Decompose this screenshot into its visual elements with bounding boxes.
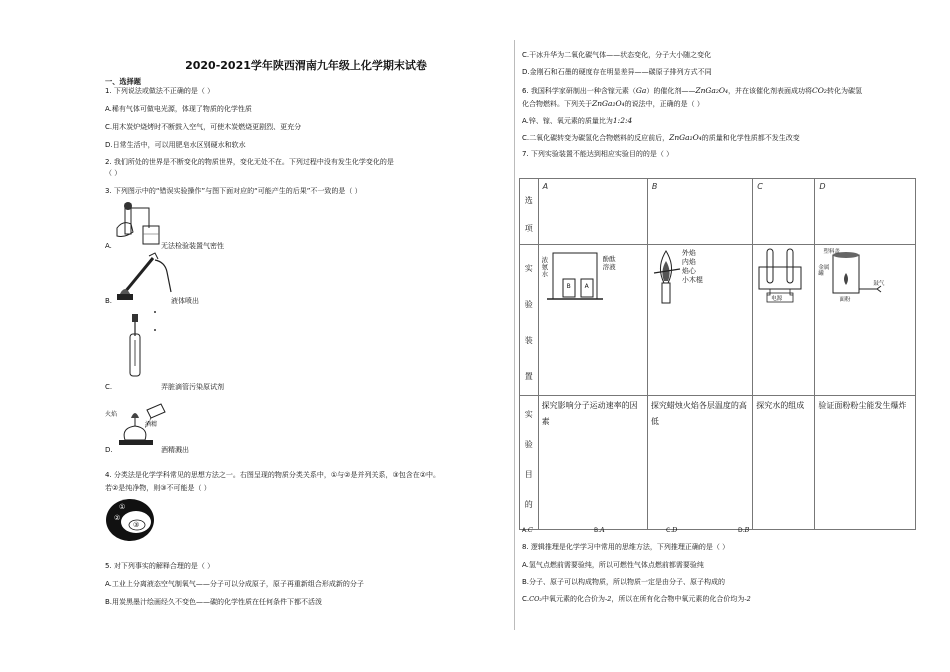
column-divider	[514, 40, 515, 630]
q1-option-a: A.稀有气体可做电光源，体现了物质的化学性质	[105, 105, 252, 113]
row-label-char: 实	[524, 264, 533, 273]
formula-zngao-2: ZnGa₂O₄	[592, 99, 625, 108]
answer-label: D.	[738, 527, 745, 534]
q4-line2: 若②是纯净物，则③不可能是（ ）	[105, 484, 211, 492]
q3-stem: 3. 下列图示中的“错误实验操作”与图下面对应的“可能产生的后果”不一致的是（ ）	[105, 187, 362, 195]
q2-line2: （ ）	[105, 169, 122, 177]
q6-text-5: 化合物燃料。下列关于	[522, 100, 592, 108]
q8-option-a: A.氢气点燃前需要验纯，所以可燃性气体点燃前都需要验纯	[522, 561, 704, 569]
q6-text-6: 的说法中，正确的是（ ）	[624, 100, 704, 108]
classification-diagram	[105, 497, 155, 543]
q1-option-d: D.日常生活中，可以用肥皂水区别硬水和软水	[105, 141, 246, 149]
lamp-label-alcohol: 酒精	[145, 421, 158, 428]
row-label-char: 项	[524, 224, 533, 233]
q2-line1: 2. 我们所处的世界是不断变化的物质世界，变化无处不在。下列过程中没有发生化学变化的是	[105, 158, 394, 166]
header-d: D	[815, 179, 916, 245]
q7-answer-c	[666, 526, 677, 535]
label-wooden-stick: 小木棍	[681, 276, 703, 284]
label-char: 浓	[541, 256, 549, 264]
q8-option-b: B.分子、原子可以构成物质，所以物质一定是由分子、原子构成的	[522, 578, 726, 586]
device-c-cell	[753, 245, 815, 396]
q6-line1	[522, 86, 862, 96]
row-label-char: 装	[524, 336, 533, 345]
device-a-cell	[538, 245, 647, 396]
answer-label: A.	[522, 527, 528, 534]
q4-line1: 4. 分类法是化学学科常见的思想方法之一。右图呈现的物质分类关系中，①与②是并列关系，③包含在②中。	[105, 471, 441, 479]
row-label-option	[520, 179, 539, 245]
row-label-purpose	[520, 396, 539, 530]
diagram-label-2: ②	[114, 514, 121, 522]
device-b-cell	[647, 245, 752, 396]
q6-text-3: ，并在该催化剂表面成功将	[728, 87, 813, 95]
q3-option-d-text: 酒精溅出	[161, 446, 189, 454]
q6-option-a-text: A.锌、镓、氧元素的质量比为	[522, 117, 613, 125]
label-line: 酚酞	[602, 255, 616, 263]
formula-zngao-3: ZnGa₂O₄	[669, 133, 702, 142]
row-label-char: 验	[524, 300, 533, 309]
diagram-label-1: ①	[119, 503, 126, 511]
q6-text-4: 转化为碳氢	[826, 87, 862, 95]
target-c: 探究水的组成	[753, 396, 815, 530]
label-metal-can: 金属罐	[818, 265, 830, 277]
airtight-check-figure	[115, 198, 170, 248]
q3-option-d: D.	[105, 446, 113, 454]
diffusion-apparatus-icon	[539, 247, 643, 307]
q7-stem: 7. 下列实验装置不能达到相应实验目的的是（ ）	[522, 150, 674, 158]
row-label-char: 实	[524, 410, 533, 419]
label-phenolphthalein	[603, 255, 616, 271]
q8-option-c	[522, 595, 751, 604]
target-d: 验证面粉粉尘能发生爆炸	[815, 396, 916, 530]
label-air-blow: 鼓气	[873, 281, 885, 287]
label-inner-flame: 内焰	[681, 258, 696, 266]
q7-answer-d	[738, 526, 749, 535]
mass-ratio: 1:2:4	[612, 116, 633, 125]
experiment-table	[519, 178, 916, 530]
label-beaker-b: B	[566, 283, 571, 290]
q8-c-text-1: 中氧元素的化合价为	[542, 595, 606, 603]
q7-answer-b	[594, 526, 605, 535]
row-label-device	[520, 245, 539, 396]
q5-option-a: A.工业上分离液态空气制氧气——分子可以分成原子，原子再重新组合形成新的分子	[105, 580, 364, 588]
q6-option-c-text-1: C.二氧化碳转变为碳氢化合物燃料的反应前后，	[522, 134, 670, 142]
q6-option-c	[522, 133, 800, 143]
answer-label: B.	[594, 527, 601, 534]
q5-option-b: B.用炭黑墨汁绘画经久不变色——碳的化学性质在任何条件下都不活泼	[105, 598, 323, 606]
alcohol-lamp-figure	[111, 400, 171, 450]
row-label-char: 选	[524, 196, 533, 205]
label-plastic-lid: 塑料盖	[823, 249, 840, 255]
heating-tube-figure	[115, 252, 175, 302]
answer-label: C.	[666, 527, 673, 534]
answer-value: B	[744, 526, 750, 534]
answer-value: D	[672, 526, 678, 534]
q7-answer-a	[522, 526, 533, 535]
header-c: C	[753, 179, 815, 245]
q3-option-a-text: 无法检验装置气密性	[161, 242, 224, 250]
target-b: 探究蜡烛火焰各层温度的高低	[647, 396, 752, 530]
q3-option-b-text: 液体喷出	[171, 297, 199, 305]
answer-value: C	[527, 526, 533, 534]
label-line: 溶液	[602, 263, 616, 271]
label-flame-core: 焰心	[681, 267, 696, 275]
row-label-char: 置	[524, 372, 533, 381]
target-a: 探究影响分子运动速率的因素	[538, 396, 647, 530]
q3-option-c: C.	[105, 383, 113, 391]
formula-ga: Ga	[635, 86, 647, 95]
q6-option-a	[522, 116, 632, 126]
formula-zngao-1: ZnGa₂O₄	[695, 86, 729, 95]
flame-labels	[682, 249, 703, 285]
q1-option-c: C.用木炭炉烧烤时不断鼓入空气，可使木炭燃烧更剧烈、更充分	[105, 123, 302, 131]
label-outer-flame: 外焰	[681, 249, 696, 257]
answer-value: A	[600, 526, 605, 534]
section-heading: 一、选择题	[105, 77, 141, 86]
valence-value: -2	[744, 595, 751, 603]
q6-text-2: ）的催化剂——	[646, 87, 696, 95]
q6-line2	[522, 99, 704, 109]
label-ammonia	[542, 257, 549, 278]
row-label-char: 目	[524, 470, 533, 479]
dropper-figure	[125, 306, 165, 381]
q8-c-label: C.	[522, 595, 530, 603]
lamp-label-flame: 火焰	[105, 411, 118, 418]
device-d-cell	[815, 245, 916, 396]
diagram-label-3: ③	[133, 521, 140, 529]
header-b: B	[647, 179, 752, 245]
row-label-char: 验	[524, 440, 533, 449]
formula-co2: CO₂	[529, 595, 543, 603]
q3-option-c-text: 弄脏滴管污染原试剂	[161, 383, 224, 391]
q5-option-c: C.干冰升华为二氧化碳气体——状态变化，分子大小随之变化	[522, 51, 712, 59]
label-flour: 面粉	[839, 297, 851, 303]
label-char: 氨	[541, 263, 549, 271]
row-label-char: 的	[524, 500, 533, 509]
q5-option-d: D.金刚石和石墨的硬度存在明显差异——碳原子排列方式不同	[522, 68, 712, 76]
label-char: 水	[541, 270, 549, 278]
q8-stem: 8. 逻辑推理是化学学习中常用的思维方法，下列推理正确的是（ ）	[522, 543, 730, 551]
q6-option-c-text-2: 的质量和化学性质都不发生改变	[701, 134, 800, 142]
page-title: 2020-2021学年陕西渭南九年级上化学期末试卷	[185, 59, 427, 72]
label-beaker-a: A	[584, 283, 589, 290]
q5-stem: 5. 对下列事实的解释合理的是（ ）	[105, 562, 215, 570]
q3-option-b: B.	[105, 297, 113, 305]
q8-c-text-2: ，所以在所有化合物中氧元素的化合价均为	[611, 595, 745, 603]
q1-stem: 1. 下列说法或做法不正确的是（ ）	[105, 87, 215, 95]
formula-co2: CO₂	[812, 86, 827, 95]
q6-text-1: 6. 我国科学家研制出一种含镓元素（	[522, 87, 636, 95]
q3-option-a: A.	[105, 242, 112, 250]
valence-value: -2	[605, 595, 612, 603]
header-a: A	[538, 179, 647, 245]
label-power: 电源	[771, 296, 783, 302]
